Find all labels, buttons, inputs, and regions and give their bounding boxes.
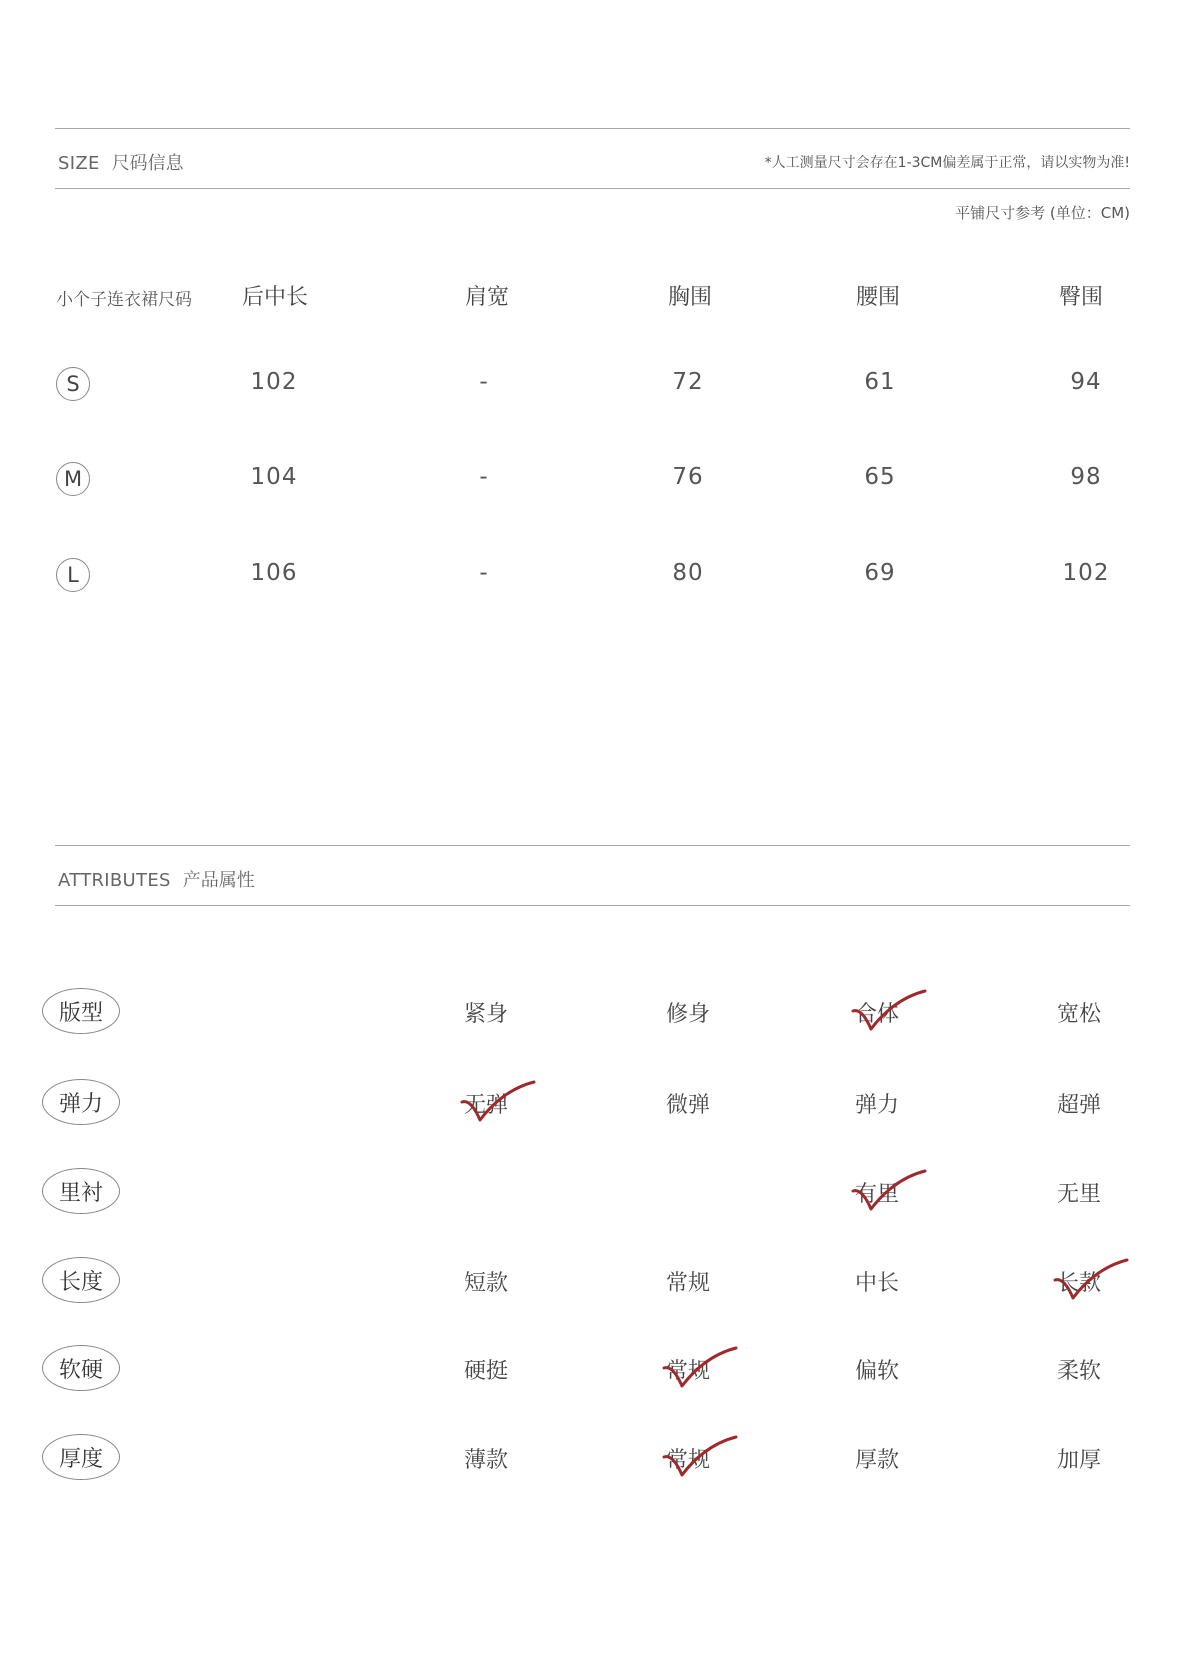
size-badge: S xyxy=(56,367,90,401)
attribute-label: 弹力 xyxy=(42,1079,120,1125)
header-bust: 胸围 xyxy=(667,285,713,310)
attribute-label: 版型 xyxy=(42,988,120,1034)
attribute-label: 里衬 xyxy=(42,1168,120,1214)
checkmark-icon xyxy=(662,1435,742,1485)
attribute-label: 软硬 xyxy=(42,1345,120,1391)
size-cell: 72 xyxy=(672,369,704,395)
size-cell: 76 xyxy=(672,464,704,490)
header-shoulder: 肩宽 xyxy=(464,285,510,310)
header-hip: 臀围 xyxy=(1058,285,1104,310)
attribute-option: 修身 xyxy=(665,1002,711,1027)
attribute-option: 有里 xyxy=(854,1182,900,1207)
size-cell: 106 xyxy=(250,560,298,586)
attribute-label: 厚度 xyxy=(42,1434,120,1480)
size-cell: - xyxy=(479,560,489,586)
header-back-length: 后中长 xyxy=(241,285,309,310)
attribute-option: 紧身 xyxy=(463,1002,509,1027)
size-title-zh: 尺码信息 xyxy=(111,153,184,174)
attribute-option: 微弹 xyxy=(665,1093,711,1118)
checkmark-icon xyxy=(662,1346,742,1396)
size-disclaimer: *人工测量尺寸会存在1-3CM偏差属于正常，请以实物为准! xyxy=(764,155,1130,171)
attribute-option: 弹力 xyxy=(854,1093,900,1118)
attr-title-zh: 产品属性 xyxy=(182,870,255,891)
attribute-option: 厚款 xyxy=(854,1448,900,1473)
size-cell: - xyxy=(479,369,489,395)
attribute-option: 无里 xyxy=(1056,1182,1102,1207)
size-bottom-rule xyxy=(55,188,1130,189)
attribute-option: 偏软 xyxy=(854,1359,900,1384)
size-top-rule xyxy=(55,128,1130,129)
size-cell: 80 xyxy=(672,560,704,586)
size-cell: 65 xyxy=(864,464,896,490)
attribute-option: 中长 xyxy=(854,1271,900,1296)
checkmark-icon xyxy=(851,1169,931,1219)
size-badge: M xyxy=(56,462,90,496)
attr-section-title xyxy=(58,866,255,892)
size-cell: 94 xyxy=(1070,369,1102,395)
attribute-option: 无弹 xyxy=(463,1093,509,1118)
header-waist: 腰围 xyxy=(855,285,901,310)
attr-bottom-rule xyxy=(55,905,1130,906)
size-cell: 98 xyxy=(1070,464,1102,490)
checkmark-icon xyxy=(460,1080,540,1130)
attr-title-en: ATTRIBUTES xyxy=(58,870,171,891)
attribute-option: 常规 xyxy=(665,1448,711,1473)
attribute-option: 柔软 xyxy=(1056,1359,1102,1384)
unit-note: 平铺尺寸参考 (单位：CM) xyxy=(955,204,1130,222)
attribute-option: 合体 xyxy=(854,1002,900,1027)
checkmark-icon xyxy=(1053,1258,1133,1308)
attribute-option: 薄款 xyxy=(463,1448,509,1473)
size-cell: 61 xyxy=(864,369,896,395)
attribute-label: 长度 xyxy=(42,1257,120,1303)
size-cell: 102 xyxy=(250,369,298,395)
attribute-option: 长款 xyxy=(1056,1271,1102,1296)
checkmark-icon xyxy=(851,989,931,1039)
attribute-option: 超弹 xyxy=(1056,1093,1102,1118)
size-cell: 69 xyxy=(864,560,896,586)
size-badge: L xyxy=(56,558,90,592)
size-cell: 102 xyxy=(1062,560,1110,586)
size-title-en: SIZE xyxy=(58,153,100,174)
attribute-option: 加厚 xyxy=(1056,1448,1102,1473)
attribute-option: 短款 xyxy=(463,1271,509,1296)
attribute-option: 常规 xyxy=(665,1359,711,1384)
attr-top-rule xyxy=(55,845,1130,846)
attribute-option: 常规 xyxy=(665,1271,711,1296)
size-section-title xyxy=(58,149,184,175)
size-cell: 104 xyxy=(250,464,298,490)
size-row-label: 小个子连衣裙尺码 xyxy=(56,290,192,310)
attribute-option: 宽松 xyxy=(1056,1002,1102,1027)
size-cell: - xyxy=(479,464,489,490)
attribute-option: 硬挺 xyxy=(463,1359,509,1384)
